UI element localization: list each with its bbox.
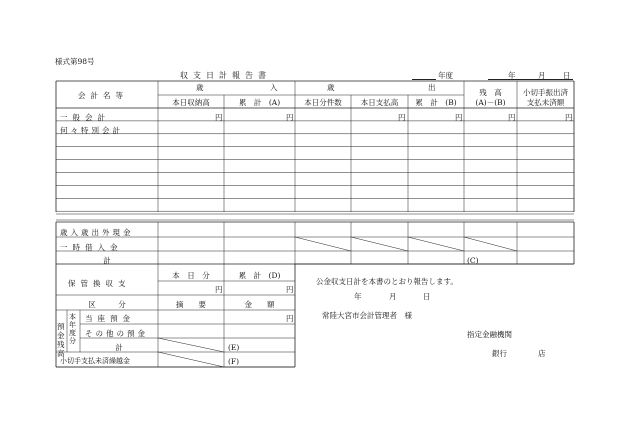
revenue-header-right: 入 [270,83,278,92]
diagonal-slash [158,338,224,352]
fiscal-year-label: 年度 [438,71,453,80]
col-summary: 摘 要 [176,300,206,309]
branch-label: 店 [538,349,546,358]
form-number: 様式第98号 [55,57,95,66]
document-title: 収支日計報告書 [180,71,271,80]
date-blank[interactable] [488,79,573,80]
designated-institution-label: 指定金融機関 [467,330,512,339]
deposit-balance-label: 預金残高 [57,322,65,358]
unit-yen-1: 円 [215,113,223,122]
row-outside-cash: 歳入歳出外現金 [60,228,134,237]
bank-label: 銀行 [492,349,507,358]
check-header-line1: 小切手振出済 [523,88,568,97]
marker-e: (E) [228,343,240,352]
row-general-account: 一般会計 [60,113,110,122]
col-division: 区 分 [88,300,126,309]
report-date-month: 月 [389,292,397,301]
unit-yen-9: 円 [286,314,294,323]
header-year-label: 年 [508,71,516,80]
row-top-total: 計 [103,256,111,265]
diagonal-slash [158,352,224,367]
marker-c: (C) [467,256,479,265]
unit-yen-5: 円 [508,113,516,122]
balance-header-line2: (A)－(B) [475,98,506,107]
diagonal-slash [464,237,517,251]
unit-yen-6: 円 [565,113,573,122]
col-cumulative-a: 累 計 (A) [238,98,281,107]
check-header-line2: 支払未済額 [526,98,565,107]
fiscal-year-blank[interactable] [412,79,436,80]
col-cumulative-b: 累 計 (B) [415,98,457,107]
row-unpaid-checks: 小切手支払未済繰越金 [60,357,130,365]
col-today-payments: 本日支払高 [360,98,399,107]
unit-yen-8: 円 [286,285,294,294]
row-other-deposit: その他の預金 [85,329,148,338]
account-name-header: 会計名等 [78,91,128,100]
marker-f: (F) [228,357,240,366]
col-amount: 金 額 [244,300,275,309]
col-today-share: 本日分件数 [304,98,342,107]
row-temporary-loan: 一時借入金 [60,243,123,252]
unit-yen-7: 円 [215,285,223,294]
unit-yen-2: 円 [286,113,294,122]
diagonal-slash [295,237,351,251]
balance-header-line1: 残 高 [479,88,502,97]
row-current-deposit: 当座預金 [85,314,135,323]
report-statement: 公金収支日計を本書のとおり報告します。 [316,277,458,286]
row-special-account: 何々特別会計 [60,126,123,135]
expense-header-right: 出 [428,83,436,92]
header-day-label: 日 [563,71,571,80]
col-today: 本 日 分 [172,271,210,280]
expense-header-left: 歳 [327,83,335,92]
col-cumulative-d: 累 計 (D) [238,271,281,280]
custody-header: 保管換収支 [68,279,131,288]
unit-yen-3: 円 [398,113,406,122]
report-date-year: 年 [354,292,362,301]
revenue-header-left: 歳 [196,83,204,92]
current-year-label: 本年度分 [69,313,76,345]
diagonal-slash [408,237,464,251]
row-deposit-subtotal: 計 [115,343,123,352]
unit-yen-4: 円 [455,113,463,122]
diagonal-slash [351,237,408,251]
header-month-label: 月 [538,71,546,80]
col-today-receipts: 本日収納高 [172,98,210,107]
report-date-day: 日 [423,292,431,301]
report-addressee: 常陸大宮市会計管理者 様 [322,311,412,320]
